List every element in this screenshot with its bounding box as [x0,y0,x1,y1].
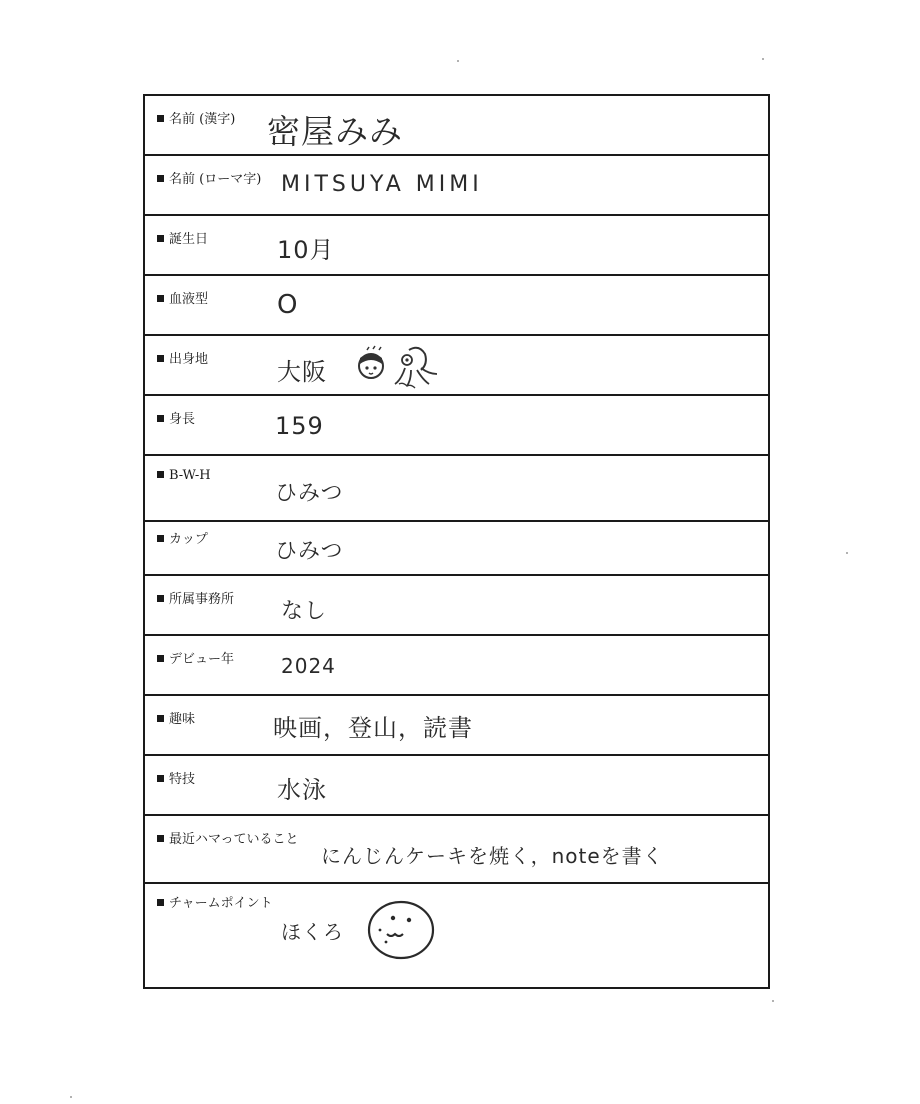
value-blood-type: O [277,290,299,320]
row-cup [145,522,768,576]
value-hobby: 映画，登山，読書 [273,714,473,742]
label-name-kanji: 名前 (漢字) [169,112,236,127]
scan-speck [762,58,764,60]
bullet-square-icon [157,471,164,478]
bullet-square-icon [157,235,164,242]
label-bwh: B-W-H [169,468,211,483]
bullet-square-icon [157,115,164,122]
label-charm-point: チャームポイント [169,896,273,911]
profile-form [143,94,770,989]
bullet-square-icon [157,415,164,422]
row-name-romaji [145,156,768,216]
value-height: 159 [275,412,324,440]
bullet-square-icon [157,899,164,906]
bullet-square-icon [157,835,164,842]
value-birthplace: 大阪 [277,358,327,386]
bullet-square-icon [157,355,164,362]
row-debut-year [145,636,768,696]
row-agency [145,576,768,636]
bullet-square-icon [157,295,164,302]
value-skill: 水泳 [277,776,327,804]
label-recent-interest: 最近ハマっていること [169,832,299,847]
octopus-doodle-icon [391,340,441,392]
bullet-square-icon [157,655,164,662]
label-skill: 特技 [169,772,196,787]
bullet-square-icon [157,715,164,722]
label-name-romaji: 名前 (ローマ字) [169,172,262,187]
value-name-kanji: 密屋みみ [267,112,403,151]
scan-speck [772,1000,774,1002]
scan-speck [70,1096,72,1098]
row-name-kanji [145,96,768,156]
value-bwh: ひみつ [275,481,344,506]
row-hobby [145,696,768,756]
row-recent-interest [145,816,768,884]
row-birthplace [145,336,768,396]
value-agency: なし [281,599,328,624]
label-debut-year: デビュー年 [169,652,235,667]
label-hobby: 趣味 [169,712,196,727]
row-skill [145,756,768,816]
row-birthday [145,216,768,276]
label-cup: カップ [169,532,208,547]
bullet-square-icon [157,595,164,602]
bullet-square-icon [157,775,164,782]
value-cup: ひみつ [275,539,344,564]
label-agency: 所属事務所 [169,592,235,607]
bullet-square-icon [157,175,164,182]
value-recent-interest: にんじんケーキを焼く，noteを書く [321,844,664,868]
label-birthday: 誕生日 [169,232,209,247]
smiley-face-doodle-icon [363,898,439,962]
bullet-square-icon [157,535,164,542]
row-charm-point [145,884,768,987]
scan-speck [846,552,848,554]
row-bwh [145,456,768,522]
row-height [145,396,768,456]
value-debut-year: 2024 [281,654,336,678]
value-birthday: 10月 [277,236,335,264]
value-name-romaji: MITSUYA MIMI [281,172,483,197]
row-blood-type [145,276,768,336]
label-height: 身長 [169,412,196,427]
label-birthplace: 出身地 [169,352,209,367]
scan-speck [457,60,459,62]
value-charm-point: ほくろ [281,920,344,944]
label-blood-type: 血液型 [169,292,209,307]
